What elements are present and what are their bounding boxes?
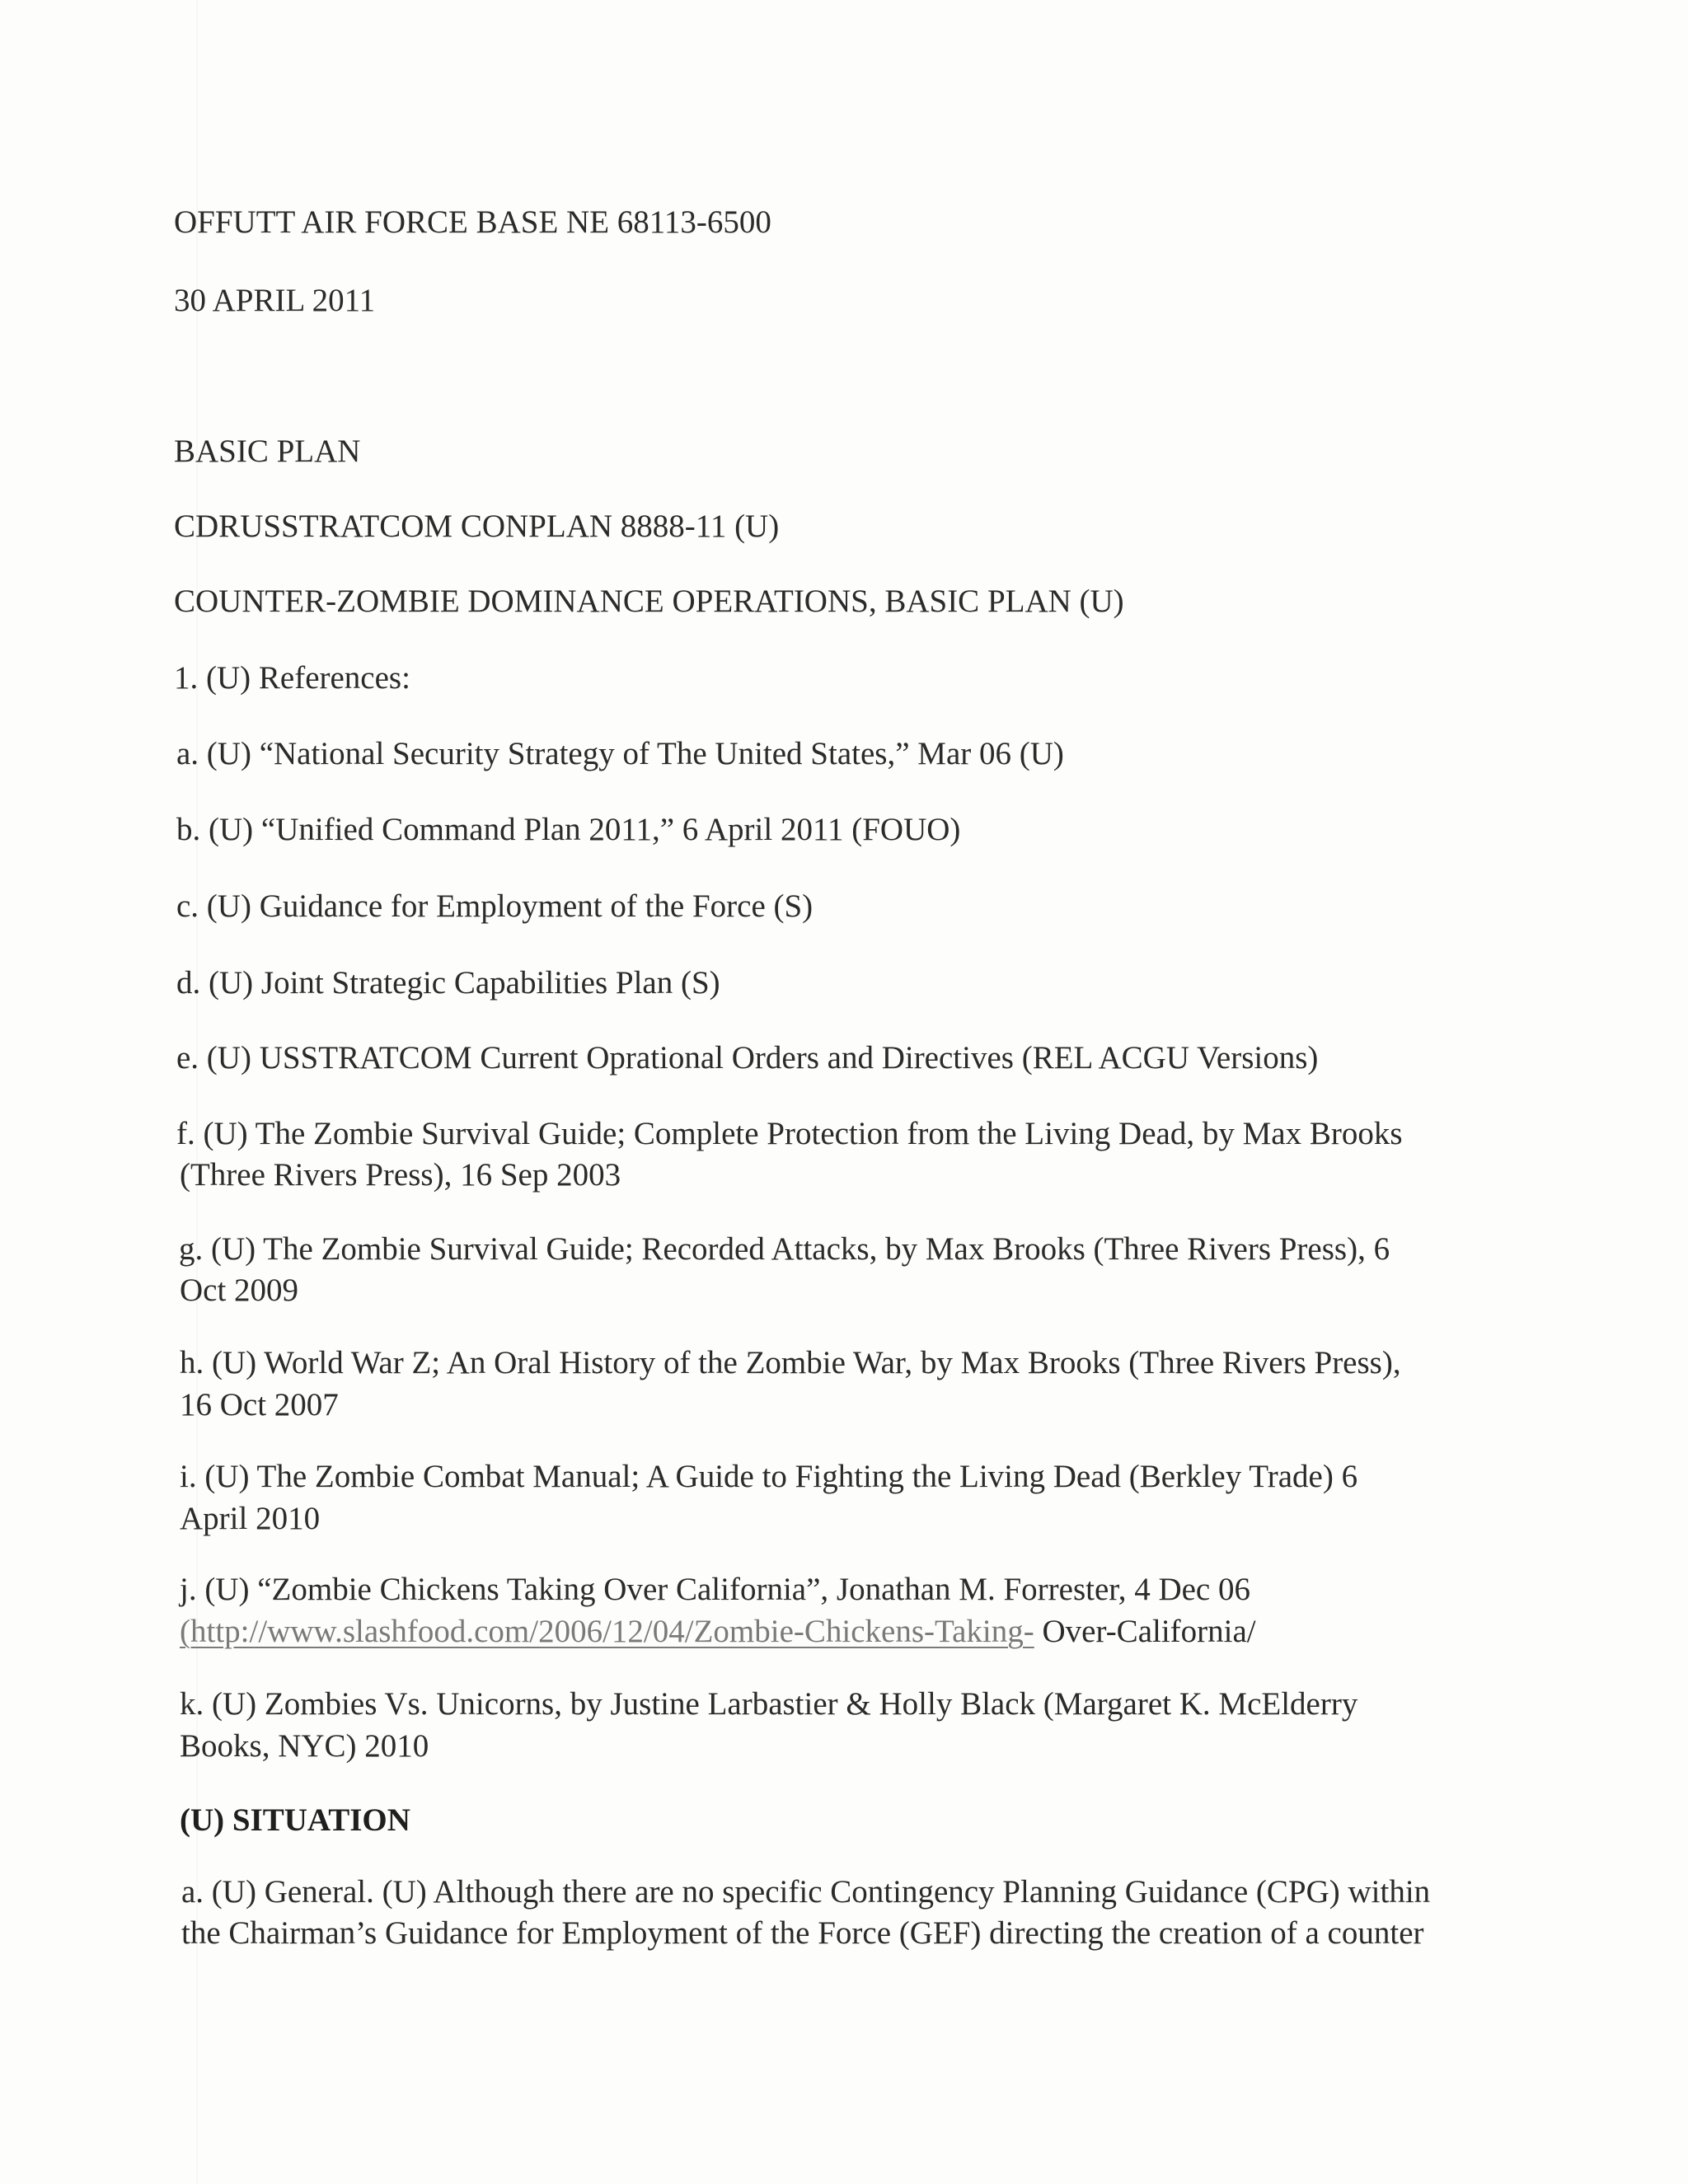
reference-h-line1: h. (U) World War Z; An Oral History of the Zombie War, by Max Brooks (Three Rivers Press), (180, 1345, 1401, 1380)
reference-j-line1: j. (U) “Zombie Chickens Taking Over California”, Jonathan M. Forrester, 4 Dec 06 (180, 1572, 1250, 1607)
scan-shadow (196, 0, 198, 2184)
title-conplan: CDRUSSTRATCOM CONPLAN 8888-11 (U) (174, 509, 780, 544)
header-address: OFFUTT AIR FORCE BASE NE 68113-6500 (174, 204, 771, 240)
reference-d: d. (U) Joint Strategic Capabilities Plan (S) (176, 965, 720, 1001)
situation-heading: (U) SITUATION (180, 1802, 410, 1838)
reference-g-line1: g. (U) The Zombie Survival Guide; Recorded Attacks, by Max Brooks (Three Rivers Press), 6 (179, 1231, 1390, 1267)
title-basic-plan: BASIC PLAN (174, 434, 361, 469)
reference-j-url-link[interactable]: (http://www.slashfood.com/2006/12/04/Zombie-Chickens-Taking- (180, 1614, 1034, 1649)
reference-f-line2: (Three Rivers Press), 16 Sep 2003 (180, 1157, 621, 1193)
reference-g-line2: Oct 2009 (180, 1272, 299, 1308)
reference-k-line2: Books, NYC) 2010 (180, 1728, 429, 1764)
header-date: 30 APRIL 2011 (174, 283, 376, 318)
reference-h-line2: 16 Oct 2007 (180, 1387, 339, 1422)
reference-i-line2: April 2010 (180, 1501, 321, 1536)
reference-j-url-tail: Over-California/ (1034, 1614, 1256, 1649)
title-operation: COUNTER-ZOMBIE DOMINANCE OPERATIONS, BASIC PLAN (U) (174, 583, 1124, 619)
reference-c: c. (U) Guidance for Employment of the Force (S) (176, 888, 814, 924)
reference-e: e. (U) USSTRATCOM Current Oprational Orders and Directives (REL ACGU Versions) (176, 1040, 1319, 1076)
reference-i-line1: i. (U) The Zombie Combat Manual; A Guide to Fighting the Living Dead (Berkley Trade) 6 (180, 1459, 1358, 1494)
reference-b: b. (U) “Unified Command Plan 2011,” 6 April 2011 (FOUO) (176, 812, 961, 847)
reference-f-line1: f. (U) The Zombie Survival Guide; Complete Protection from the Living Dead, by Max Brooks (176, 1116, 1403, 1151)
reference-k-line1: k. (U) Zombies Vs. Unicorns, by Justine Larbastier & Holly Black (Margaret K. McElderry (180, 1686, 1358, 1722)
situation-a-line1: a. (U) General. (U) Although there are no specific Contingency Planning Guidance (CPG) within (181, 1874, 1431, 1910)
situation-a-line2: the Chairman’s Guidance for Employment of the Force (GEF) directing the creation of a counter (181, 1915, 1424, 1951)
reference-a: a. (U) “National Security Strategy of The United States,” Mar 06 (U) (176, 736, 1064, 771)
reference-j-line2 (180, 1610, 1256, 1653)
references-heading: 1. (U) References: (174, 660, 410, 696)
